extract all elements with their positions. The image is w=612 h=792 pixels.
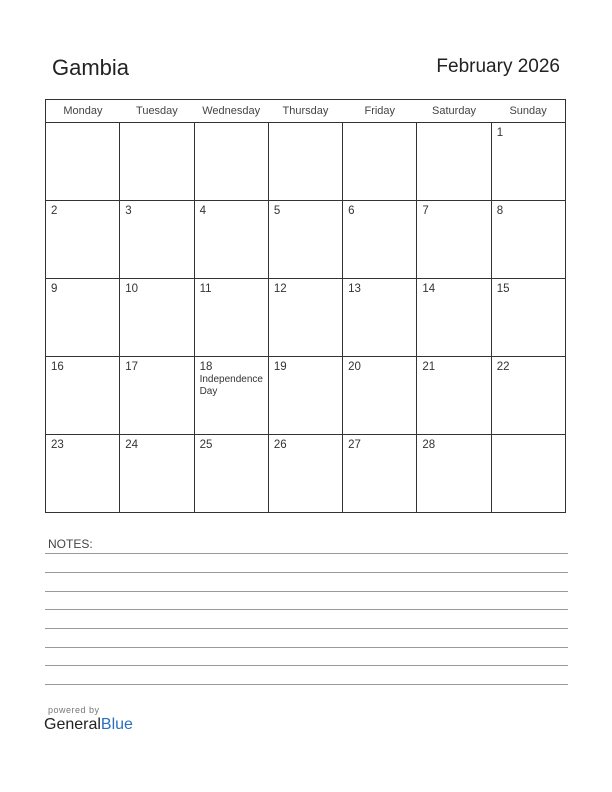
day-cell: [417, 201, 491, 279]
notes-line: [45, 609, 568, 610]
day-number: 26: [273, 439, 287, 451]
week-row: [46, 201, 566, 279]
weekday-header-row: [46, 100, 566, 123]
day-number: 9: [51, 283, 58, 295]
notes-line: [45, 684, 568, 685]
day-cell: [120, 357, 194, 435]
day-number: 28: [422, 439, 436, 451]
day-number: 1: [496, 127, 504, 139]
notes-label: NOTES:: [48, 537, 93, 551]
day-cell: [194, 279, 268, 357]
day-cell: [343, 123, 417, 201]
day-number: 24: [125, 439, 139, 451]
month-title: February 2026: [436, 56, 560, 77]
day-cell: [491, 357, 565, 435]
week-row: [46, 357, 566, 435]
day-number: 2: [51, 205, 58, 217]
day-cell: [343, 279, 417, 357]
day-cell: [120, 123, 194, 201]
brand-blue: Blue: [100, 716, 133, 733]
day-cell: [417, 435, 491, 513]
day-number: 13: [348, 283, 361, 295]
day-cell: [120, 201, 194, 279]
weekday-wednesday: Wednesday: [194, 100, 268, 123]
day-number: 17: [125, 361, 139, 373]
day-number: 4: [199, 205, 206, 217]
weekday-sunday: Sunday: [491, 100, 565, 123]
day-cell: [46, 435, 120, 513]
day-cell: [46, 123, 120, 201]
day-cell: [194, 357, 268, 435]
day-number: 14: [422, 283, 436, 295]
day-cell: [194, 201, 268, 279]
day-number: 6: [348, 205, 355, 217]
day-cell: [268, 201, 342, 279]
day-cell: [194, 123, 268, 201]
day-cell: [268, 357, 342, 435]
day-number: 20: [348, 361, 361, 373]
notes-line: [45, 647, 568, 648]
week-row: [46, 123, 566, 201]
day-cell: [120, 279, 194, 357]
weekday-tuesday: Tuesday: [120, 100, 194, 123]
notes-line: [45, 591, 568, 592]
day-cell: [491, 123, 565, 201]
brand-general: General: [44, 716, 101, 733]
day-cell: [491, 201, 565, 279]
day-number: 10: [125, 283, 139, 295]
day-cell: [46, 201, 120, 279]
day-cell: [120, 435, 194, 513]
day-number: 23: [51, 439, 64, 451]
weekday-saturday: Saturday: [417, 100, 491, 123]
day-number: 21: [422, 361, 436, 373]
day-cell: [343, 435, 417, 513]
day-cell: [417, 123, 491, 201]
day-cell: [194, 435, 268, 513]
week-row: [46, 435, 566, 513]
holiday-label: Independence Day: [199, 374, 263, 397]
day-number: 18: [199, 361, 213, 373]
day-cell: [491, 435, 565, 513]
day-number: 5: [273, 205, 281, 217]
day-cell: [268, 123, 342, 201]
weekday-thursday: Thursday: [268, 100, 342, 123]
week-row: [46, 279, 566, 357]
day-cell: [417, 357, 491, 435]
day-cell: [46, 279, 120, 357]
day-cell: [417, 279, 491, 357]
notes-line: [45, 665, 568, 666]
day-number: 25: [199, 439, 213, 451]
generalblue-logo: [44, 716, 133, 734]
day-cell: [343, 201, 417, 279]
notes-line: [45, 572, 568, 573]
calendar-grid: [45, 99, 566, 513]
notes-line: [45, 553, 568, 554]
day-cell: [268, 279, 342, 357]
day-cell: [343, 357, 417, 435]
notes-line: [45, 628, 568, 629]
weekday-friday: Friday: [343, 100, 417, 123]
day-number: 8: [496, 205, 504, 217]
day-number: 27: [348, 439, 361, 451]
country-title: Gambia: [52, 55, 130, 80]
day-cell: [268, 435, 342, 513]
day-number: 15: [496, 283, 510, 295]
powered-by-text: powered by: [48, 705, 100, 715]
day-number: 3: [125, 205, 132, 217]
day-cell: [46, 357, 120, 435]
day-number: 16: [51, 361, 64, 373]
day-cell: [491, 279, 565, 357]
day-number: 7: [422, 205, 429, 217]
weekday-monday: Monday: [46, 100, 120, 123]
day-number: 22: [496, 361, 510, 373]
day-number: 19: [273, 361, 287, 373]
day-number: 11: [199, 283, 212, 295]
day-number: 12: [273, 283, 287, 295]
